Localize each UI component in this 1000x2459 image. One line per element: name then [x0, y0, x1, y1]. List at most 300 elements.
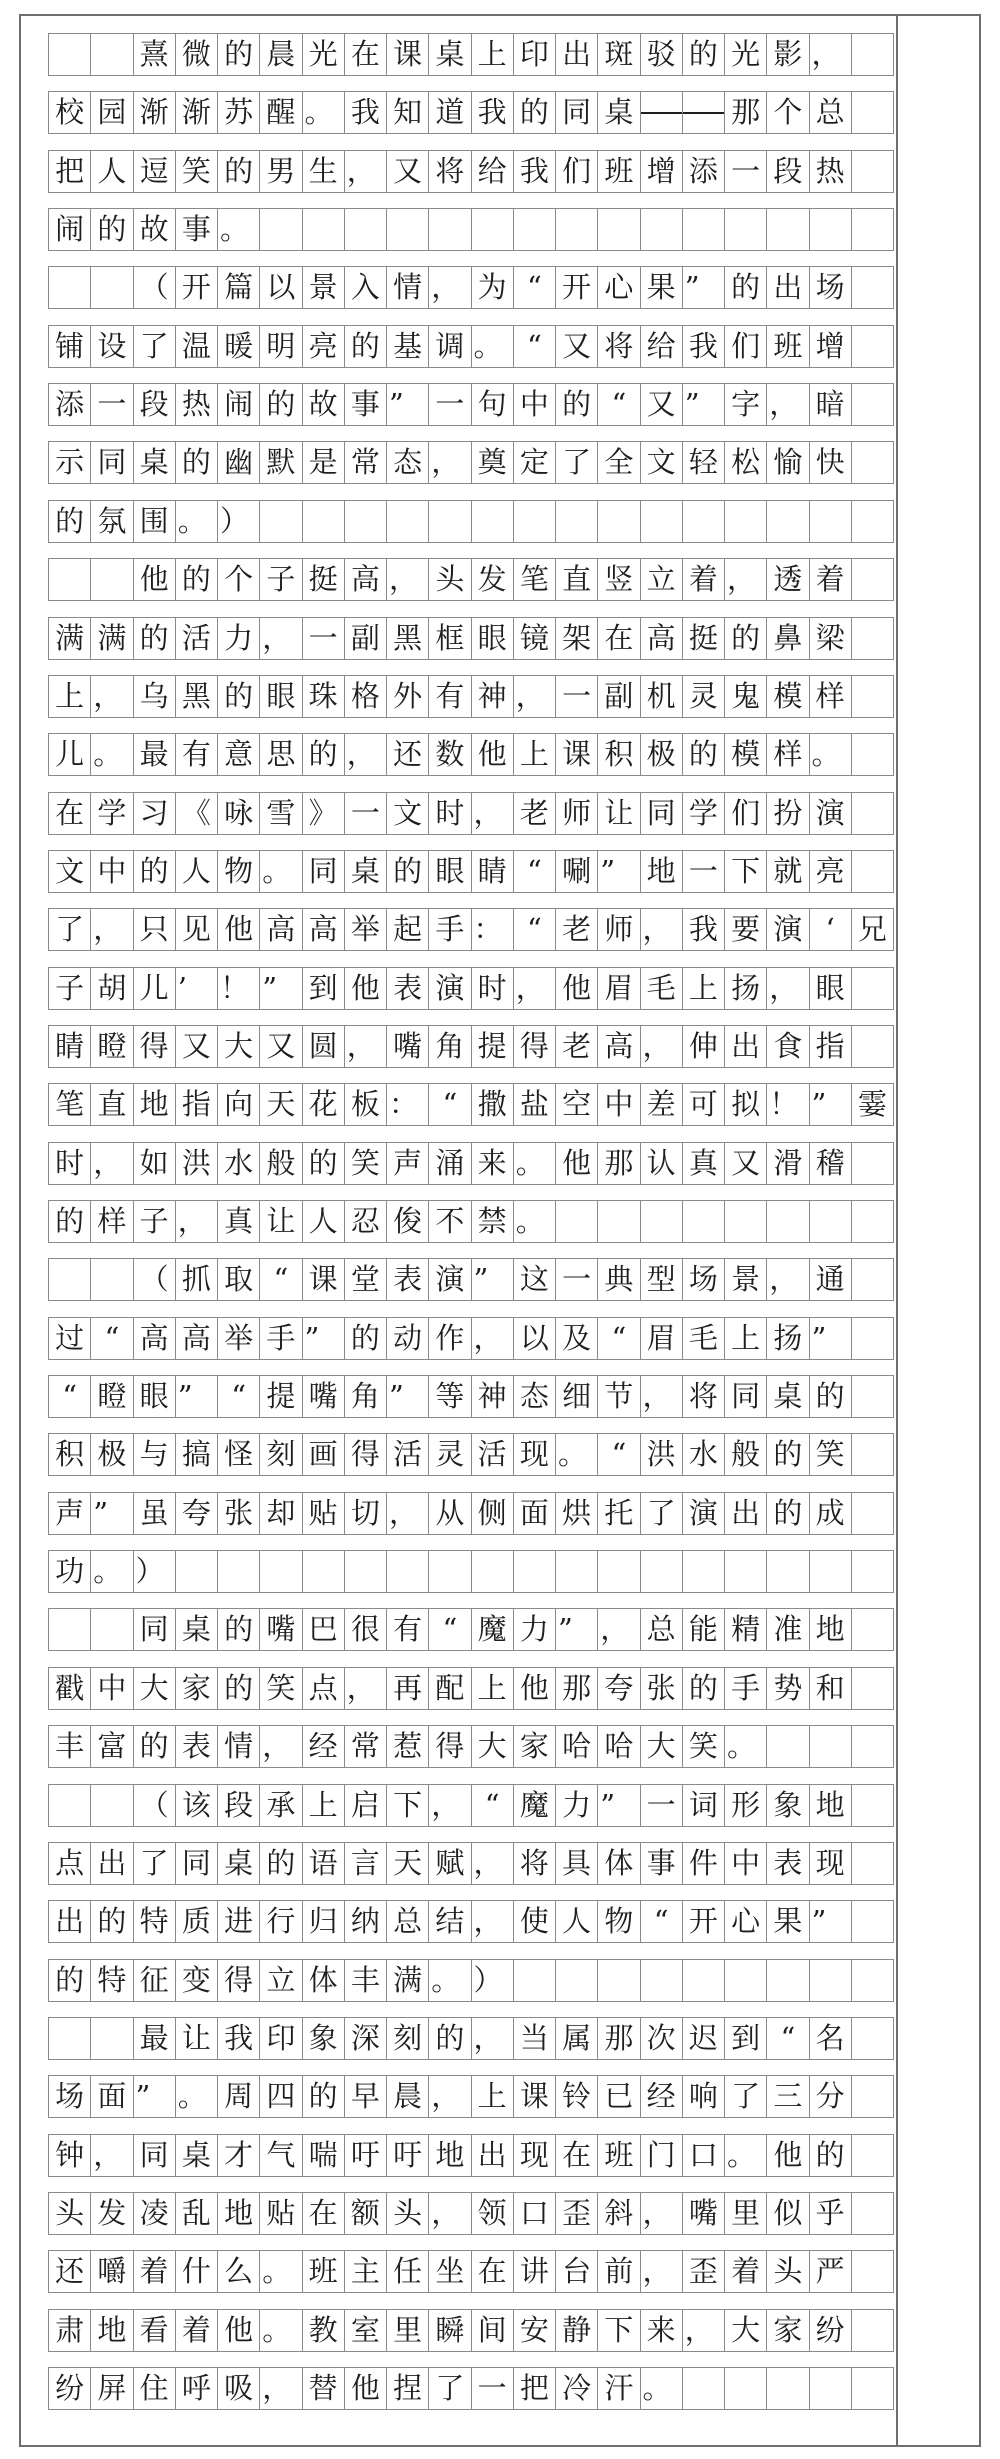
grid-cell: 中: [91, 851, 133, 892]
grid-cell: 铺: [49, 326, 91, 367]
grid-cell: 他: [218, 909, 260, 950]
grid-cell: 张: [218, 1493, 260, 1534]
grid-cell: [852, 1201, 894, 1242]
grid-cell: 忍: [345, 1201, 387, 1242]
grid-cell: 暗: [810, 384, 852, 425]
grid-cell: [852, 1960, 894, 2001]
grid-cell: ，: [767, 968, 809, 1009]
grid-cell: [852, 2076, 894, 2117]
grid-cell: 故: [134, 209, 176, 250]
grid-cell: 印: [260, 2018, 302, 2059]
grid-cell: 手: [260, 1318, 302, 1359]
grid-cell: 热: [176, 384, 218, 425]
grid-cell: 坐: [429, 2251, 471, 2292]
grid-cell: 中: [598, 1084, 640, 1125]
grid-cell: 魔: [514, 1785, 556, 1826]
grid-cell: [852, 442, 894, 483]
grid-cell: 子: [49, 968, 91, 1009]
grid-cell: 真: [683, 1143, 725, 1184]
grid-cell: 场: [683, 1259, 725, 1300]
grid-cell: 满: [387, 1960, 429, 2001]
grid-cell: 胡: [91, 968, 133, 1009]
grid-cell: 头: [387, 2193, 429, 2234]
grid-cell: 的: [260, 384, 302, 425]
grid-cell: ，: [472, 1843, 514, 1884]
grid-cell: ，: [429, 2193, 471, 2234]
grid-line: [48, 1258, 894, 1301]
grid-cell: ”: [810, 1084, 852, 1125]
grid-cell: 启: [345, 1785, 387, 1826]
grid-line: [48, 2309, 894, 2352]
grid-cell: 前: [598, 2251, 640, 2292]
grid-cell: 承: [260, 1785, 302, 1826]
grid-cell: 把: [49, 151, 91, 192]
grid-cell: 着: [134, 2251, 176, 2292]
grid-cell: 在: [556, 2135, 598, 2176]
grid-cell: 的: [303, 1143, 345, 1184]
grid-cell: 虽: [134, 1493, 176, 1534]
grid-cell: 。: [810, 734, 852, 775]
grid-cell: [852, 1493, 894, 1534]
grid-cell: 毛: [683, 1318, 725, 1359]
grid-cell: ，: [260, 2368, 302, 2409]
grid-cell: [852, 1843, 894, 1884]
grid-cell: 的: [345, 1318, 387, 1359]
grid-cell: 模: [767, 676, 809, 717]
grid-cell: [598, 1201, 640, 1242]
grid-cell: 副: [598, 676, 640, 717]
grid-cell: 哈: [598, 1726, 640, 1767]
grid-cell: 灵: [429, 1434, 471, 1475]
grid-cell: 节: [598, 1376, 640, 1417]
grid-cell: 同: [134, 1609, 176, 1650]
grid-cell: [725, 209, 767, 250]
grid-line: [48, 2192, 894, 2235]
grid-cell: 习: [134, 793, 176, 834]
grid-cell: 咏: [218, 793, 260, 834]
grid-cell: ，: [345, 1668, 387, 1709]
grid-cell: 《: [176, 793, 218, 834]
dash-stroke: [683, 112, 724, 114]
grid-cell: 高: [303, 909, 345, 950]
grid-cell: 还: [49, 2251, 91, 2292]
grid-cell: 给: [472, 151, 514, 192]
grid-cell: 的: [218, 676, 260, 717]
grid-cell: 数: [429, 734, 471, 775]
grid-cell: 思: [260, 734, 302, 775]
grid-cell: [810, 2368, 852, 2409]
grid-cell: [767, 1726, 809, 1767]
grid-cell: 常: [345, 442, 387, 483]
grid-cell: 样: [91, 1201, 133, 1242]
grid-cell: 生: [303, 151, 345, 192]
grid-cell: 一: [472, 2368, 514, 2409]
grid-cell: 演: [767, 909, 809, 950]
grid-cell: 最: [134, 734, 176, 775]
grid-cell: 扬: [725, 968, 767, 1009]
grid-cell: 巴: [303, 1609, 345, 1650]
grid-cell: 。: [91, 734, 133, 775]
grid-cell: 的: [556, 384, 598, 425]
grid-cell: 那: [598, 1143, 640, 1184]
grid-cell: 周: [218, 2076, 260, 2117]
grid-line: [48, 441, 894, 484]
grid-cell: 字: [725, 384, 767, 425]
grid-cell: 将: [683, 1376, 725, 1417]
grid-cell: 。: [472, 326, 514, 367]
grid-cell: 。: [176, 2076, 218, 2117]
grid-cell: （: [134, 267, 176, 308]
grid-line: [48, 1725, 894, 1768]
grid-cell: “: [598, 1434, 640, 1475]
grid-cell: ）: [134, 1551, 176, 1592]
grid-cell: 食: [767, 1026, 809, 1067]
grid-cell: 扬: [767, 1318, 809, 1359]
grid-cell: 一: [641, 1785, 683, 1826]
grid-cell: 出: [49, 1901, 91, 1942]
grid-cell: 就: [767, 851, 809, 892]
grid-cell: [810, 501, 852, 542]
grid-cell: 的: [134, 1726, 176, 1767]
grid-line: [48, 617, 894, 660]
grid-cell: 中: [725, 1843, 767, 1884]
grid-cell: （: [134, 1785, 176, 1826]
grid-cell: 力: [218, 618, 260, 659]
grid-cell: 黑: [387, 618, 429, 659]
grid-cell: 要: [725, 909, 767, 950]
grid-cell: 为: [472, 267, 514, 308]
grid-cell: 起: [387, 909, 429, 950]
grid-cell: [810, 1960, 852, 2001]
grid-cell: [852, 501, 894, 542]
grid-cell: 极: [641, 734, 683, 775]
grid-line: [48, 850, 894, 893]
grid-cell: 再: [387, 1668, 429, 1709]
grid-cell: 中: [514, 384, 556, 425]
grid-cell: 嘴: [303, 1376, 345, 1417]
grid-cell: [852, 384, 894, 425]
grid-cell: 常: [345, 1726, 387, 1767]
grid-cell: [641, 501, 683, 542]
grid-cell: 他: [134, 559, 176, 600]
grid-cell: “: [598, 1318, 640, 1359]
grid-cell: 一: [429, 384, 471, 425]
grid-cell: [472, 1551, 514, 1592]
grid-cell: 文: [49, 851, 91, 892]
grid-cell: ”: [176, 1376, 218, 1417]
dash-stroke: [641, 112, 682, 114]
grid-cell: 醒: [260, 92, 302, 133]
grid-cell: 了: [429, 2368, 471, 2409]
grid-cell: 添: [49, 384, 91, 425]
grid-cell: 同: [303, 851, 345, 892]
grid-cell: 竖: [598, 559, 640, 600]
grid-cell: 那: [725, 92, 767, 133]
grid-cell: “: [429, 1609, 471, 1650]
grid-cell: [641, 1201, 683, 1242]
grid-cell: [852, 793, 894, 834]
grid-cell: 稽: [810, 1143, 852, 1184]
grid-line: [48, 2250, 894, 2293]
grid-cell: 天: [387, 1843, 429, 1884]
grid-cell: 时: [49, 1143, 91, 1184]
grid-cell: 给: [641, 326, 683, 367]
grid-cell: ，: [472, 2018, 514, 2059]
grid-cell: 及: [556, 1318, 598, 1359]
grid-cell: 功: [49, 1551, 91, 1592]
grid-cell: 上: [514, 734, 556, 775]
grid-cell: 斑: [598, 34, 640, 75]
grid-cell: ”: [260, 968, 302, 1009]
grid-cell: 下: [387, 1785, 429, 1826]
grid-cell: [767, 209, 809, 250]
grid-cell: 同: [641, 793, 683, 834]
grid-cell: 渐: [134, 92, 176, 133]
grid-cell: 的: [218, 34, 260, 75]
grid-cell: 间: [472, 2310, 514, 2351]
grid-line: [48, 383, 894, 426]
grid-cell: 出: [472, 2135, 514, 2176]
grid-cell: 行: [260, 1901, 302, 1942]
grid-line: [48, 91, 894, 134]
grid-cell: 惹: [387, 1726, 429, 1767]
grid-cell: 地: [218, 2193, 260, 2234]
grid-cell: 知: [387, 92, 429, 133]
grid-cell: 一: [683, 851, 725, 892]
grid-cell: 现: [514, 2135, 556, 2176]
grid-cell: 心: [725, 1901, 767, 1942]
grid-cell: 班: [303, 2251, 345, 2292]
grid-cell: 一: [556, 676, 598, 717]
grid-line: [48, 908, 894, 951]
grid-cell: 声: [387, 1143, 429, 1184]
grid-cell: 的: [218, 1668, 260, 1709]
grid-cell: ，: [641, 1026, 683, 1067]
grid-cell: 人: [91, 151, 133, 192]
grid-cell: [345, 1551, 387, 1592]
grid-cell: 以: [260, 267, 302, 308]
grid-cell: 开: [556, 267, 598, 308]
grid-cell: 什: [176, 2251, 218, 2292]
grid-cell: [303, 501, 345, 542]
grid-cell: 冷: [556, 2368, 598, 2409]
grid-cell: 象: [767, 1785, 809, 1826]
grid-cell: [725, 2368, 767, 2409]
grid-cell: 段: [218, 1785, 260, 1826]
grid-cell: [472, 209, 514, 250]
grid-cell: 张: [641, 1668, 683, 1709]
grid-cell: 该: [176, 1785, 218, 1826]
grid-cell: [387, 501, 429, 542]
grid-cell: [598, 1960, 640, 2001]
grid-cell: [767, 1551, 809, 1592]
grid-cell: [683, 501, 725, 542]
grid-cell: 苏: [218, 92, 260, 133]
grid-cell: [556, 1201, 598, 1242]
grid-cell: 桌: [429, 34, 471, 75]
grid-cell: 默: [260, 442, 302, 483]
grid-cell: [810, 1201, 852, 1242]
grid-cell: 儿: [49, 734, 91, 775]
grid-cell: 课: [514, 2076, 556, 2117]
grid-cell: 盐: [514, 1084, 556, 1125]
grid-cell: 只: [134, 909, 176, 950]
grid-cell: 吁: [387, 2135, 429, 2176]
grid-cell: 。: [260, 851, 302, 892]
grid-cell: 最: [134, 2018, 176, 2059]
grid-cell: 出: [725, 1493, 767, 1534]
grid-cell: 机: [641, 676, 683, 717]
grid-cell: 扮: [767, 793, 809, 834]
grid-cell: [852, 1259, 894, 1300]
grid-cell: 神: [472, 1376, 514, 1417]
grid-cell: 差: [641, 1084, 683, 1125]
grid-cell: 一: [556, 1259, 598, 1300]
grid-cell: 纷: [49, 2368, 91, 2409]
grid-cell: 的: [49, 1201, 91, 1242]
grid-cell: 见: [176, 909, 218, 950]
grid-cell: 他: [767, 2135, 809, 2176]
grid-cell: [598, 209, 640, 250]
grid-cell: 有: [387, 1609, 429, 1650]
grid-cell: 总: [387, 1901, 429, 1942]
grid-cell: “: [514, 267, 556, 308]
grid-cell: 珠: [303, 676, 345, 717]
grid-cell: 课: [303, 1259, 345, 1300]
grid-cell: 。: [641, 2368, 683, 2409]
grid-cell: 搞: [176, 1434, 218, 1475]
grid-cell: 。: [514, 1201, 556, 1242]
grid-cell: 挺: [303, 559, 345, 600]
grid-cell: 轻: [683, 442, 725, 483]
grid-cell: [556, 501, 598, 542]
grid-cell: 讲: [514, 2251, 556, 2292]
grid-cell: ，: [387, 1493, 429, 1534]
grid-cell: [852, 2310, 894, 2351]
grid-cell: 园: [91, 92, 133, 133]
grid-cell: 和: [810, 1668, 852, 1709]
grid-cell: [472, 501, 514, 542]
grid-cell: 围: [134, 501, 176, 542]
grid-cell: 将: [514, 1843, 556, 1884]
grid-cell: 他: [514, 1668, 556, 1709]
grid-cell: 高: [641, 618, 683, 659]
grid-cell: 调: [429, 326, 471, 367]
grid-cell: [810, 1551, 852, 1592]
grid-cell: 画: [303, 1434, 345, 1475]
grid-cell: 的: [303, 734, 345, 775]
grid-cell: [345, 209, 387, 250]
grid-cell: [556, 1960, 598, 2001]
grid-cell: 桌: [345, 851, 387, 892]
grid-cell: 黑: [176, 676, 218, 717]
grid-cell: [852, 676, 894, 717]
grid-line: [48, 2017, 894, 2060]
grid-cell: 课: [556, 734, 598, 775]
grid-cell: 夸: [598, 1668, 640, 1709]
grid-cell: 印: [514, 34, 556, 75]
grid-cell: 特: [91, 1960, 133, 2001]
grid-cell: 体: [303, 1960, 345, 2001]
grid-cell: 唰: [556, 851, 598, 892]
grid-cell: 着: [725, 2251, 767, 2292]
grid-cell: 的: [429, 2018, 471, 2059]
grid-cell: 演: [810, 793, 852, 834]
grid-cell: 刻: [387, 2018, 429, 2059]
grid-cell: 举: [345, 909, 387, 950]
grid-cell: 归: [303, 1901, 345, 1942]
grid-cell: [683, 92, 725, 133]
grid-cell: 在: [303, 2193, 345, 2234]
grid-cell: 把: [514, 2368, 556, 2409]
grid-cell: 的: [91, 209, 133, 250]
grid-cell: 形: [725, 1785, 767, 1826]
grid-cell: 直: [556, 559, 598, 600]
grid-cell: 。: [260, 2310, 302, 2351]
grid-cell: 氛: [91, 501, 133, 542]
grid-cell: 点: [49, 1843, 91, 1884]
grid-cell: “: [598, 384, 640, 425]
grid-cell: [556, 209, 598, 250]
grid-cell: ，: [260, 618, 302, 659]
grid-cell: 又: [641, 384, 683, 425]
grid-cell: 个: [767, 92, 809, 133]
grid-cell: 瞪: [91, 1026, 133, 1067]
grid-cell: [852, 734, 894, 775]
grid-cell: 篇: [218, 267, 260, 308]
grid-cell: [91, 1609, 133, 1650]
grid-cell: 笔: [49, 1084, 91, 1125]
grid-cell: 分: [810, 2076, 852, 2117]
grid-cell: 托: [598, 1493, 640, 1534]
grid-cell: 架: [556, 618, 598, 659]
grid-cell: [429, 501, 471, 542]
grid-cell: ”: [303, 1318, 345, 1359]
grid-cell: “: [472, 1785, 514, 1826]
grid-cell: 》: [303, 793, 345, 834]
grid-cell: 乱: [176, 2193, 218, 2234]
grid-cell: 三: [767, 2076, 809, 2117]
grid-cell: 主: [345, 2251, 387, 2292]
grid-cell: 歪: [556, 2193, 598, 2234]
grid-cell: 情: [218, 1726, 260, 1767]
grid-cell: 同: [91, 442, 133, 483]
grid-cell: [810, 1726, 852, 1767]
grid-cell: 高: [345, 559, 387, 600]
grid-cell: 暖: [218, 326, 260, 367]
grid-cell: 夸: [176, 1493, 218, 1534]
grid-cell: 。: [260, 2251, 302, 2292]
grid-cell: 经: [303, 1726, 345, 1767]
grid-cell: 质: [176, 1901, 218, 1942]
grid-cell: 又: [725, 1143, 767, 1184]
grid-cell: 课: [387, 34, 429, 75]
grid-cell: 不: [429, 1201, 471, 1242]
grid-cell: 出: [91, 1843, 133, 1884]
grid-cell: [725, 1201, 767, 1242]
grid-cell: 亮: [810, 851, 852, 892]
grid-cell: 地: [134, 1084, 176, 1125]
grid-cell: 闹: [49, 209, 91, 250]
grid-cell: 态: [387, 442, 429, 483]
grid-cell: 微: [176, 34, 218, 75]
grid-cell: [218, 1551, 260, 1592]
grid-cell: 次: [641, 2018, 683, 2059]
grid-cell: 肃: [49, 2310, 91, 2351]
grid-cell: 却: [260, 1493, 302, 1534]
grid-cell: ！: [218, 968, 260, 1009]
grid-cell: [641, 1960, 683, 2001]
